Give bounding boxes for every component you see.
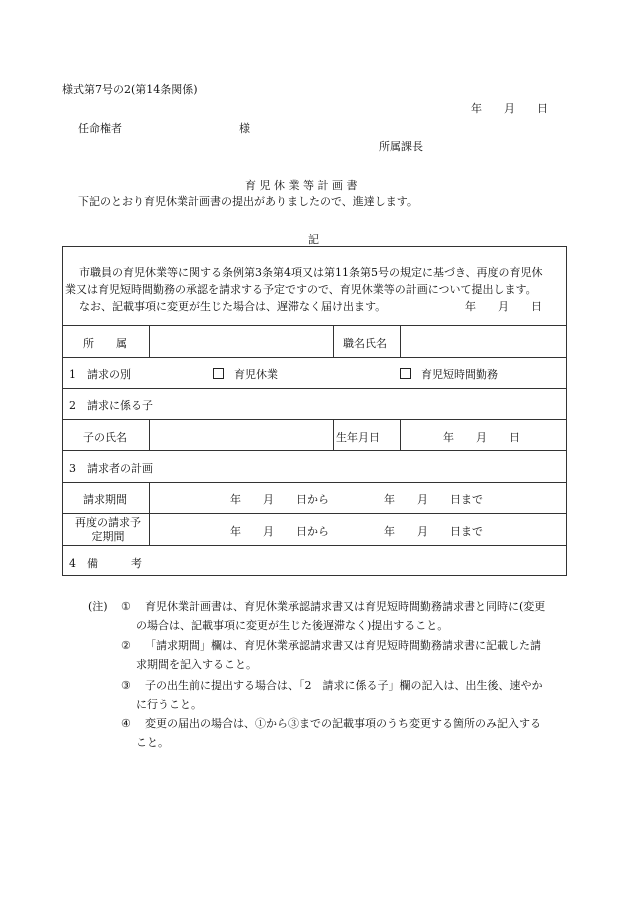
note-3-line-2: に行うこと。 — [136, 698, 202, 711]
col-divider — [400, 325, 401, 357]
row-divider — [63, 325, 566, 326]
row-divider — [63, 513, 566, 514]
notes-label: (注) — [88, 600, 108, 613]
note-1-line-1: 育児休業計画書は、育児休業承認請求書又は育児短時間勤務請求書と同時に(変更 — [145, 600, 546, 613]
intro-text: 下記のとおり育児休業計画書の提出がありましたので、進達します。 — [78, 195, 418, 208]
option-childcare-leave[interactable] — [213, 366, 278, 382]
row-divider — [63, 357, 566, 358]
row-divider — [63, 450, 566, 451]
honorific-sama: 様 — [239, 122, 250, 135]
rerequest-period-to: 年 月 日まで — [384, 525, 483, 538]
col-divider — [400, 419, 401, 450]
col-divider — [149, 325, 150, 357]
remarks-label: 4 備 考 — [69, 557, 142, 570]
staff-name-label: 職名氏名 — [343, 337, 387, 350]
note-4-marker: ④ — [121, 717, 131, 730]
row-divider — [63, 388, 566, 389]
note-2-line-1: 「請求期間」欄は、育児休業承認請求書又は育児短時間勤務請求書に記載した請 — [145, 639, 541, 652]
option-label: 育児休業 — [234, 368, 278, 381]
col-divider — [149, 419, 150, 450]
document-title: 育 児 休 業 等 計 画 書 — [245, 179, 358, 192]
submission-date: 年 月 日 — [471, 102, 548, 115]
ki-label: 記 — [308, 233, 319, 246]
request-period-from: 年 月 日から — [230, 493, 329, 506]
plan-form-table — [62, 246, 567, 576]
request-type-label: 1 請求の別 — [69, 368, 131, 381]
request-period-label: 請求期間 — [83, 493, 127, 506]
note-1-marker: ① — [121, 600, 131, 613]
checkbox-icon[interactable] — [213, 368, 224, 379]
option-short-time-work[interactable] — [400, 366, 498, 382]
note-3-marker: ③ — [121, 679, 131, 692]
rerequest-label-line-1: 再度の請求予 — [75, 516, 141, 529]
option-label: 育児短時間勤務 — [421, 368, 498, 381]
note-2-line-2: 求期間を記入すること。 — [136, 658, 257, 671]
rerequest-period-label — [69, 516, 147, 544]
request-period-to: 年 月 日まで — [384, 493, 483, 506]
birth-date-label: 生年月日 — [336, 431, 380, 444]
col-divider — [333, 325, 334, 357]
affiliation-label: 所 属 — [83, 337, 127, 350]
appointer-label: 任命権者 — [78, 122, 122, 135]
col-divider — [333, 419, 334, 450]
birth-date-value: 年 月 日 — [443, 431, 520, 444]
row-divider — [63, 482, 566, 483]
note-1-line-2: の場合は、記載事項に変更が生じた後遅滞なく)提出すること。 — [136, 619, 449, 632]
checkbox-icon[interactable] — [400, 368, 411, 379]
pledge-date: 年 月 日 — [465, 300, 542, 313]
rerequest-period-from: 年 月 日から — [230, 525, 329, 538]
pledge-line-2: 業又は育児短時間勤務の承認を請求する予定ですので、育児休業等の計画について提出します。 — [65, 283, 537, 296]
plan-section-label: 3 請求者の計画 — [69, 462, 153, 475]
note-3-line-1: 子の出生前に提出する場合は、「2 請求に係る子」欄の記入は、出生後、速やか — [145, 679, 543, 692]
rerequest-label-line-2: 定期間 — [91, 530, 125, 543]
row-divider — [63, 419, 566, 420]
note-4-line-2: こと。 — [136, 736, 169, 749]
row-divider — [63, 545, 566, 546]
section-chief-label: 所属課長 — [379, 140, 423, 153]
child-section-label: 2 請求に係る子 — [69, 399, 153, 412]
note-4-line-1: 変更の届出の場合は、①から③までの記載事項のうち変更する箇所のみ記入する — [145, 717, 541, 730]
pledge-line-3: なお、記載事項に変更が生じた場合は、遅滞なく届け出ます。 — [79, 300, 387, 313]
col-divider — [149, 482, 150, 545]
form-number: 様式第7号の2(第14条関係) — [62, 83, 198, 96]
note-2-marker: ② — [121, 639, 131, 652]
pledge-line-1: 市職員の育児休業等に関する条例第3条第4項又は第11条第5号の規定に基づき、再度の育児休 — [79, 266, 543, 279]
child-name-label: 子の氏名 — [83, 431, 127, 444]
